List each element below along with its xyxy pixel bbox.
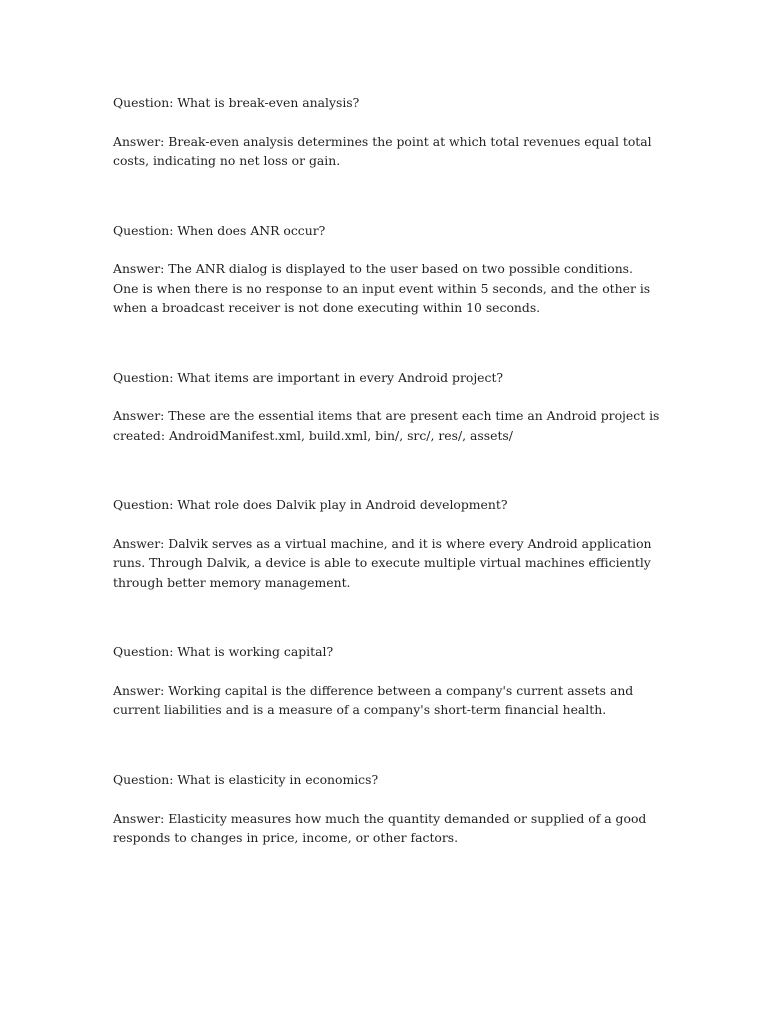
- question-text: Question: What is working capital?: [113, 644, 334, 660]
- qa-item: [113, 93, 661, 171]
- qa-item: [113, 368, 664, 446]
- question-text: Question: What role does Dalvik play in Android development?: [113, 497, 508, 513]
- question-text: Question: When does ANR occur?: [113, 222, 326, 238]
- question-text: Question: What is break-even analysis?: [113, 95, 360, 110]
- answer-text: Answer: The ANR dialog is displayed to the user based on two possible conditions. One is when there is no response to an input event within 5 seconds, and the other is when a broadcast receiver is not done executing within 10 seconds.: [113, 261, 655, 316]
- qa-item: [113, 495, 661, 592]
- qa-item: [113, 770, 661, 848]
- question-text: Question: What is elasticity in economics?: [113, 771, 379, 787]
- answer-text: Answer: Elasticity measures how much the quantity demanded or supplied of a good responds to changes in price, income, or other factors.: [113, 810, 651, 846]
- answer-text: Answer: Dalvik serves as a virtual machine, and it is where every Android application runs. Through Dalvik, a device is able to execute multiple virtual machines efficiently through better memory management.: [113, 536, 656, 590]
- answer-text: Answer: These are the essential items that are present each time an Android project is created: AndroidManifest.xml, build.xml, bin/, src/, res/, assets/: [113, 408, 664, 443]
- qa-item: [113, 642, 661, 720]
- answer-text: Answer: Break-even analysis determines the point at which total revenues equal total costs, indicating no net loss or gain.: [113, 133, 656, 169]
- document-body: [113, 93, 664, 897]
- answer-text: Answer: Working capital is the difference between a company's current assets and current liabilities and is a measure of a company's short-term financial health.: [113, 683, 638, 718]
- qa-item: [113, 221, 661, 318]
- question-text: Question: What items are important in every Android project?: [113, 369, 504, 385]
